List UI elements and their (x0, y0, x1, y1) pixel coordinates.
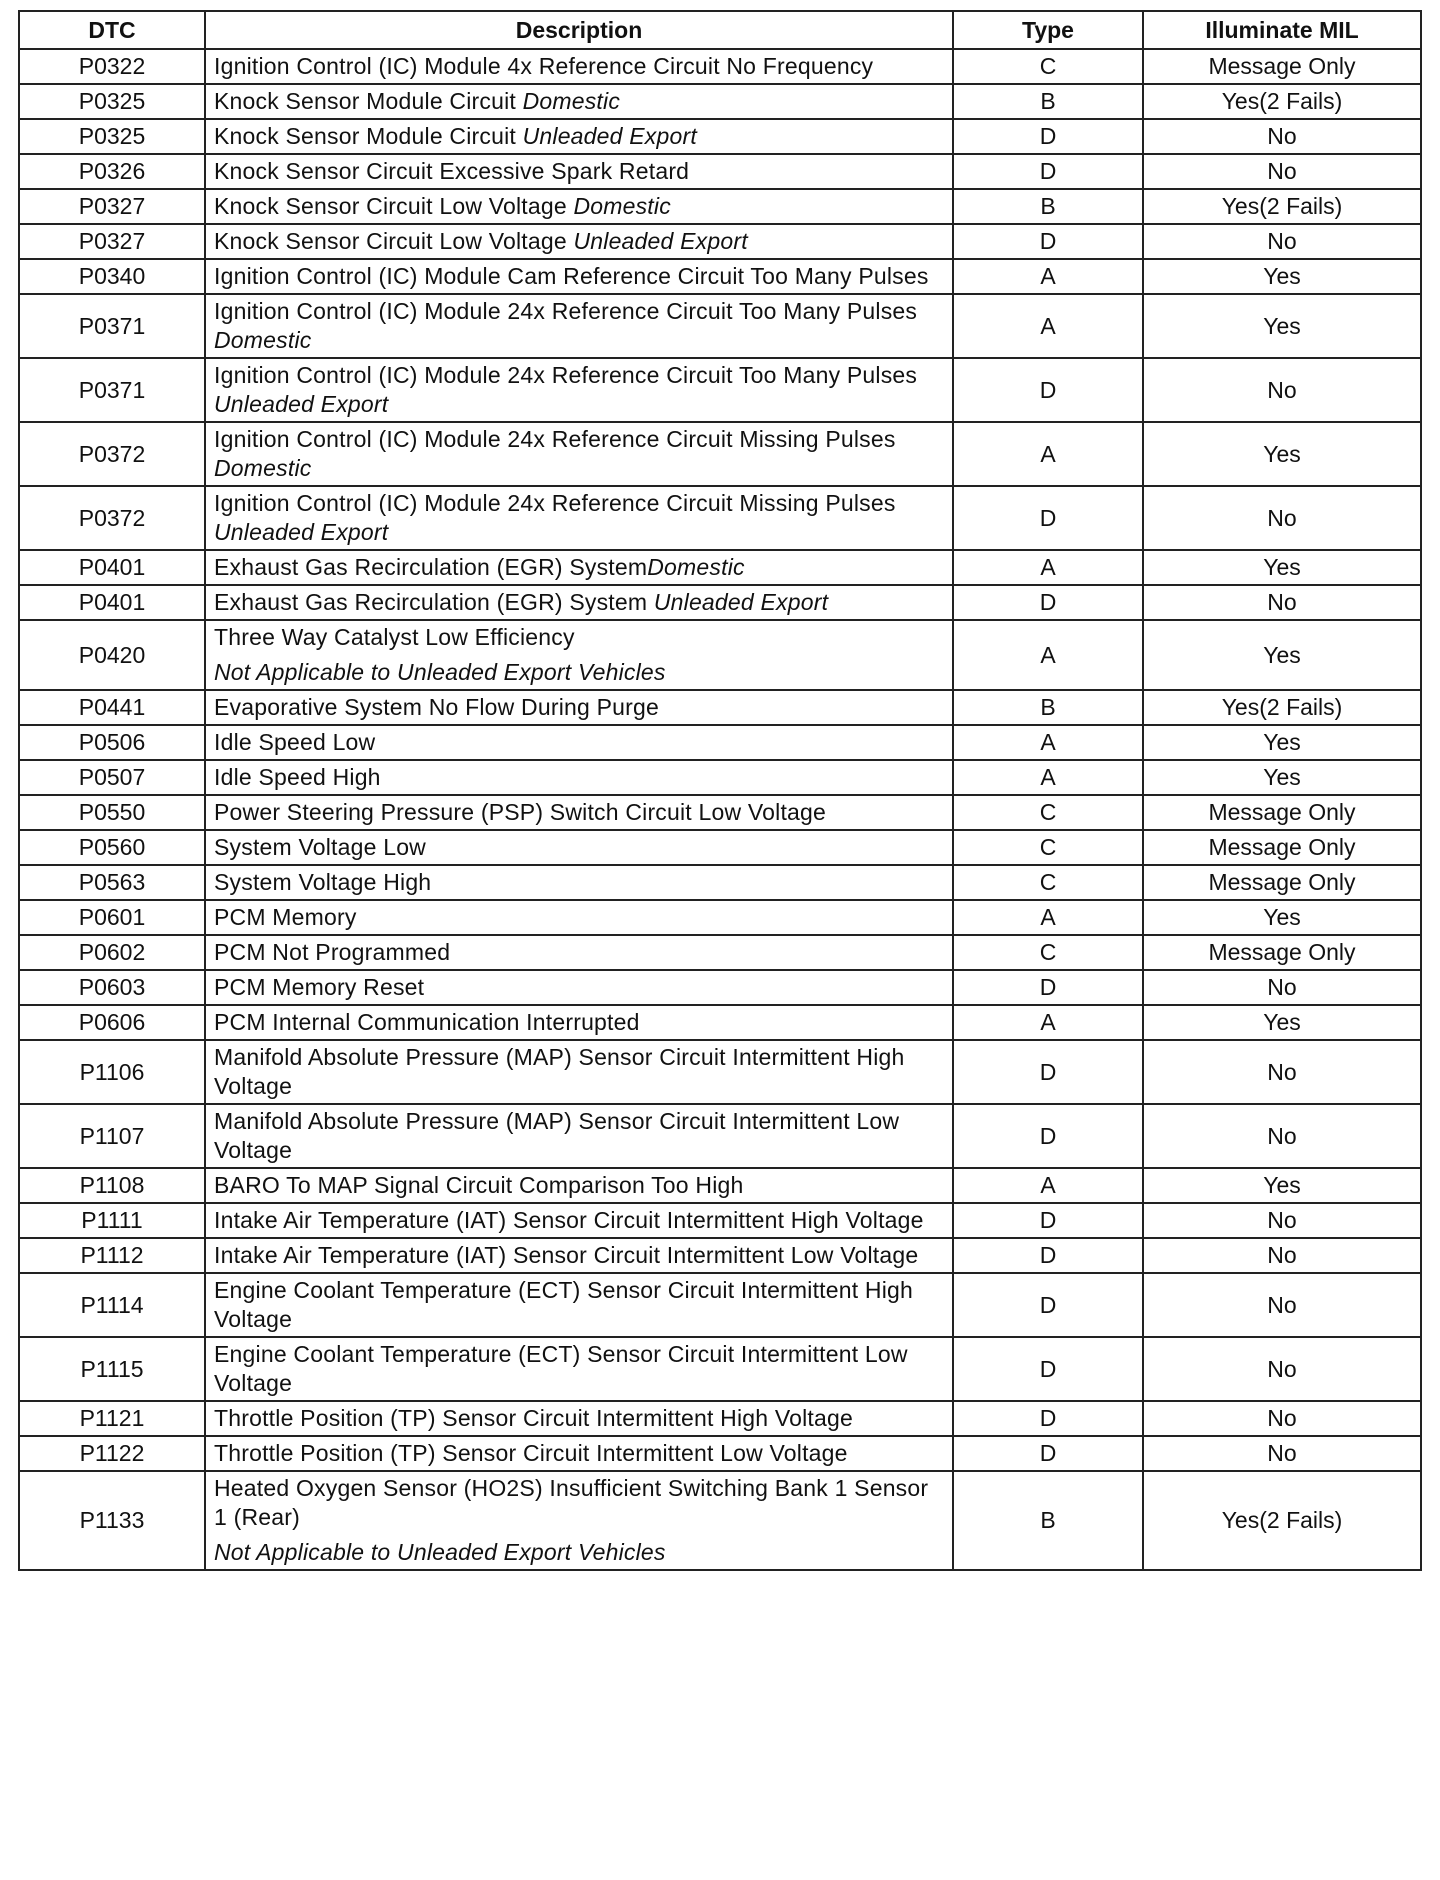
illuminate-mil: Yes (1143, 760, 1421, 795)
description-text: System Voltage High (214, 869, 432, 895)
table-row (19, 1168, 1421, 1203)
description-text: Intake Air Temperature (IAT) Sensor Circuit Intermittent High Voltage (214, 1207, 924, 1233)
illuminate-mil: Yes (1143, 1005, 1421, 1040)
description-text: Intake Air Temperature (IAT) Sensor Circuit Intermittent Low Voltage (214, 1242, 919, 1268)
dtc-type: C (953, 795, 1143, 830)
dtc-description (205, 119, 953, 154)
table-row (19, 760, 1421, 795)
dtc-code: P0372 (19, 422, 205, 486)
dtc-description (205, 760, 953, 795)
dtc-code: P0372 (19, 486, 205, 550)
dtc-code: P0560 (19, 830, 205, 865)
illuminate-mil: Yes (1143, 550, 1421, 585)
illuminate-mil: No (1143, 1104, 1421, 1168)
dtc-code: P0550 (19, 795, 205, 830)
illuminate-mil: Message Only (1143, 49, 1421, 84)
dtc-type: D (953, 1401, 1143, 1436)
illuminate-mil: Yes(2 Fails) (1143, 690, 1421, 725)
dtc-type: A (953, 294, 1143, 358)
dtc-type: A (953, 259, 1143, 294)
illuminate-mil: Yes (1143, 900, 1421, 935)
table-row (19, 1471, 1421, 1570)
table-row (19, 1005, 1421, 1040)
description-text: Throttle Position (TP) Sensor Circuit Intermittent High Voltage (214, 1405, 853, 1431)
description-text: Power Steering Pressure (PSP) Switch Circuit Low Voltage (214, 799, 827, 825)
dtc-type: B (953, 690, 1143, 725)
description-text: Manifold Absolute Pressure (MAP) Sensor Circuit Intermittent Low Voltage (214, 1108, 900, 1163)
description-text: Engine Coolant Temperature (ECT) Sensor Circuit Intermittent Low Voltage (214, 1341, 908, 1396)
dtc-type: A (953, 900, 1143, 935)
dtc-type: C (953, 865, 1143, 900)
dtc-code: P0401 (19, 550, 205, 585)
dtc-description (205, 1005, 953, 1040)
table-row (19, 865, 1421, 900)
description-text: Ignition Control (IC) Module 24x Reference Circuit Missing Pulses (214, 426, 896, 452)
table-row (19, 585, 1421, 620)
dtc-type: D (953, 970, 1143, 1005)
dtc-code: P0603 (19, 970, 205, 1005)
table-row (19, 294, 1421, 358)
illuminate-mil: Yes(2 Fails) (1143, 189, 1421, 224)
dtc-description (205, 1337, 953, 1401)
table-row (19, 1104, 1421, 1168)
dtc-type: D (953, 585, 1143, 620)
description-text: Ignition Control (IC) Module 24x Reference Circuit Too Many Pulses (214, 298, 918, 324)
dtc-description (205, 550, 953, 585)
description-text: Heated Oxygen Sensor (HO2S) Insufficient Switching Bank 1 Sensor 1 (Rear) (214, 1475, 929, 1530)
dtc-type: D (953, 1238, 1143, 1273)
dtc-code: P0420 (19, 620, 205, 690)
dtc-description (205, 84, 953, 119)
dtc-code: P0563 (19, 865, 205, 900)
dtc-type: C (953, 830, 1143, 865)
illuminate-mil: No (1143, 1040, 1421, 1104)
dtc-description (205, 1203, 953, 1238)
table-row (19, 725, 1421, 760)
table-row (19, 1273, 1421, 1337)
illuminate-mil: No (1143, 119, 1421, 154)
dtc-type: D (953, 1337, 1143, 1401)
dtc-description (205, 1168, 953, 1203)
illuminate-mil: No (1143, 358, 1421, 422)
dtc-type: A (953, 550, 1143, 585)
dtc-code: P1106 (19, 1040, 205, 1104)
illuminate-mil: Yes (1143, 259, 1421, 294)
description-text: Engine Coolant Temperature (ECT) Sensor Circuit Intermittent High Voltage (214, 1277, 914, 1332)
header-illuminate-mil: Illuminate MIL (1143, 11, 1421, 49)
description-text: Idle Speed Low (214, 729, 376, 755)
description-text: System Voltage Low (214, 834, 426, 860)
table-row (19, 1401, 1421, 1436)
dtc-code: P1111 (19, 1203, 205, 1238)
dtc-type: B (953, 1471, 1143, 1570)
table-row (19, 422, 1421, 486)
table-row (19, 84, 1421, 119)
dtc-code: P0506 (19, 725, 205, 760)
illuminate-mil: No (1143, 1238, 1421, 1273)
table-row (19, 358, 1421, 422)
dtc-description (205, 1040, 953, 1104)
dtc-code: P1112 (19, 1238, 205, 1273)
description-text: Ignition Control (IC) Module 4x Reference Circuit No Frequency (214, 53, 874, 79)
table-row (19, 189, 1421, 224)
dtc-document (18, 10, 1420, 1571)
dtc-code: P1115 (19, 1337, 205, 1401)
table-body (19, 49, 1421, 1570)
dtc-code: P0507 (19, 760, 205, 795)
illuminate-mil: No (1143, 585, 1421, 620)
illuminate-mil: No (1143, 1273, 1421, 1337)
dtc-code: P0340 (19, 259, 205, 294)
dtc-code: P0327 (19, 189, 205, 224)
dtc-description (205, 830, 953, 865)
dtc-description (205, 865, 953, 900)
dtc-type: D (953, 1040, 1143, 1104)
description-text: Ignition Control (IC) Module Cam Reference Circuit Too Many Pulses (214, 263, 929, 289)
description-text: PCM Not Programmed (214, 939, 451, 965)
illuminate-mil: No (1143, 224, 1421, 259)
illuminate-mil: Yes (1143, 620, 1421, 690)
dtc-code: P0606 (19, 1005, 205, 1040)
description-qualifier: Domestic (522, 88, 621, 114)
dtc-type: A (953, 1168, 1143, 1203)
dtc-description (205, 486, 953, 550)
dtc-description (205, 935, 953, 970)
description-qualifier: Domestic (214, 327, 312, 353)
dtc-description (205, 154, 953, 189)
header-type: Type (953, 11, 1143, 49)
dtc-code: P0401 (19, 585, 205, 620)
table-row (19, 1203, 1421, 1238)
dtc-type: D (953, 358, 1143, 422)
description-text: Ignition Control (IC) Module 24x Reference Circuit Too Many Pulses (214, 362, 918, 388)
dtc-code: P1122 (19, 1436, 205, 1471)
description-note: Not Applicable to Unleaded Export Vehicles (214, 659, 666, 685)
description-text: PCM Memory (214, 904, 357, 930)
dtc-code: P0325 (19, 84, 205, 119)
description-qualifier: Domestic (573, 193, 671, 219)
table-row (19, 830, 1421, 865)
description-qualifier: Unleaded Export (522, 123, 697, 149)
illuminate-mil: Yes (1143, 1168, 1421, 1203)
dtc-type: A (953, 422, 1143, 486)
dtc-description (205, 224, 953, 259)
table-row (19, 970, 1421, 1005)
description-text: Exhaust Gas Recirculation (EGR) System (214, 589, 654, 615)
dtc-description (205, 585, 953, 620)
description-text: PCM Memory Reset (214, 974, 425, 1000)
illuminate-mil: Yes (1143, 725, 1421, 760)
dtc-description (205, 970, 953, 1005)
dtc-type: D (953, 1273, 1143, 1337)
description-text: Knock Sensor Circuit Low Voltage (214, 193, 574, 219)
dtc-description (205, 358, 953, 422)
description-text: Evaporative System No Flow During Purge (214, 694, 659, 720)
dtc-type: D (953, 119, 1143, 154)
dtc-code: P0441 (19, 690, 205, 725)
dtc-code: P0326 (19, 154, 205, 189)
dtc-code: P0602 (19, 935, 205, 970)
table-row (19, 119, 1421, 154)
description-text: Exhaust Gas Recirculation (EGR) System (214, 554, 648, 580)
description-text: Ignition Control (IC) Module 24x Reference Circuit Missing Pulses (214, 490, 896, 516)
description-text: Idle Speed High (214, 764, 381, 790)
table-row (19, 1337, 1421, 1401)
description-text: Knock Sensor Module Circuit (214, 88, 523, 114)
dtc-type: A (953, 620, 1143, 690)
dtc-type: A (953, 1005, 1143, 1040)
dtc-type: B (953, 189, 1143, 224)
illuminate-mil: No (1143, 1436, 1421, 1471)
dtc-type: D (953, 1104, 1143, 1168)
dtc-description (205, 294, 953, 358)
illuminate-mil: No (1143, 486, 1421, 550)
table-row (19, 49, 1421, 84)
dtc-description (205, 900, 953, 935)
dtc-code: P1133 (19, 1471, 205, 1570)
description-text: BARO To MAP Signal Circuit Comparison Too High (214, 1172, 744, 1198)
table-row (19, 154, 1421, 189)
dtc-type: D (953, 154, 1143, 189)
dtc-type: D (953, 1436, 1143, 1471)
dtc-code: P0371 (19, 358, 205, 422)
illuminate-mil: Yes(2 Fails) (1143, 1471, 1421, 1570)
table-row (19, 486, 1421, 550)
dtc-description (205, 1104, 953, 1168)
header-description: Description (205, 11, 953, 49)
illuminate-mil: No (1143, 1337, 1421, 1401)
illuminate-mil: Message Only (1143, 865, 1421, 900)
dtc-code: P0322 (19, 49, 205, 84)
table-row (19, 690, 1421, 725)
description-qualifier: Unleaded Export (214, 519, 389, 545)
dtc-description (205, 1238, 953, 1273)
description-qualifier: Unleaded Export (214, 391, 389, 417)
illuminate-mil: No (1143, 970, 1421, 1005)
dtc-description (205, 620, 953, 690)
dtc-description (205, 259, 953, 294)
dtc-code: P1114 (19, 1273, 205, 1337)
description-text: Throttle Position (TP) Sensor Circuit Intermittent Low Voltage (214, 1440, 848, 1466)
description-qualifier: Unleaded Export (573, 228, 748, 254)
dtc-description (205, 725, 953, 760)
dtc-table (18, 10, 1422, 1571)
description-text: Knock Sensor Circuit Low Voltage (214, 228, 574, 254)
dtc-type: B (953, 84, 1143, 119)
dtc-type: C (953, 935, 1143, 970)
dtc-description (205, 422, 953, 486)
dtc-description (205, 690, 953, 725)
description-qualifier: Unleaded Export (653, 589, 829, 615)
dtc-description (205, 189, 953, 224)
header-row (19, 11, 1421, 49)
description-qualifier: Domestic (214, 455, 312, 481)
table-row (19, 900, 1421, 935)
dtc-type: D (953, 486, 1143, 550)
dtc-description (205, 1401, 953, 1436)
illuminate-mil: Message Only (1143, 795, 1421, 830)
illuminate-mil: Message Only (1143, 935, 1421, 970)
illuminate-mil: No (1143, 1203, 1421, 1238)
table-row (19, 1040, 1421, 1104)
dtc-description (205, 795, 953, 830)
dtc-type: C (953, 49, 1143, 84)
illuminate-mil: No (1143, 154, 1421, 189)
description-text: Three Way Catalyst Low Efficiency (214, 624, 575, 650)
illuminate-mil: No (1143, 1401, 1421, 1436)
dtc-code: P0325 (19, 119, 205, 154)
dtc-description (205, 49, 953, 84)
description-text: Manifold Absolute Pressure (MAP) Sensor Circuit Intermittent High Voltage (214, 1044, 905, 1099)
table-row (19, 550, 1421, 585)
table-row (19, 1436, 1421, 1471)
table-row (19, 935, 1421, 970)
table-row (19, 795, 1421, 830)
illuminate-mil: Yes(2 Fails) (1143, 84, 1421, 119)
dtc-code: P1108 (19, 1168, 205, 1203)
table-row (19, 620, 1421, 690)
description-text: Knock Sensor Circuit Excessive Spark Retard (214, 158, 690, 184)
dtc-code: P1107 (19, 1104, 205, 1168)
dtc-type: D (953, 224, 1143, 259)
dtc-type: A (953, 725, 1143, 760)
illuminate-mil: Yes (1143, 422, 1421, 486)
dtc-description (205, 1273, 953, 1337)
header-dtc: DTC (19, 11, 205, 49)
description-text: PCM Internal Communication Interrupted (214, 1009, 640, 1035)
table-row (19, 224, 1421, 259)
description-qualifier: Domestic (647, 554, 745, 580)
description-text: Knock Sensor Module Circuit (214, 123, 523, 149)
dtc-code: P0601 (19, 900, 205, 935)
dtc-description (205, 1471, 953, 1570)
dtc-description (205, 1436, 953, 1471)
table-row (19, 1238, 1421, 1273)
dtc-code: P1121 (19, 1401, 205, 1436)
dtc-code: P0371 (19, 294, 205, 358)
description-note: Not Applicable to Unleaded Export Vehicles (214, 1539, 666, 1565)
table-row (19, 259, 1421, 294)
dtc-type: D (953, 1203, 1143, 1238)
dtc-type: A (953, 760, 1143, 795)
dtc-code: P0327 (19, 224, 205, 259)
illuminate-mil: Message Only (1143, 830, 1421, 865)
illuminate-mil: Yes (1143, 294, 1421, 358)
